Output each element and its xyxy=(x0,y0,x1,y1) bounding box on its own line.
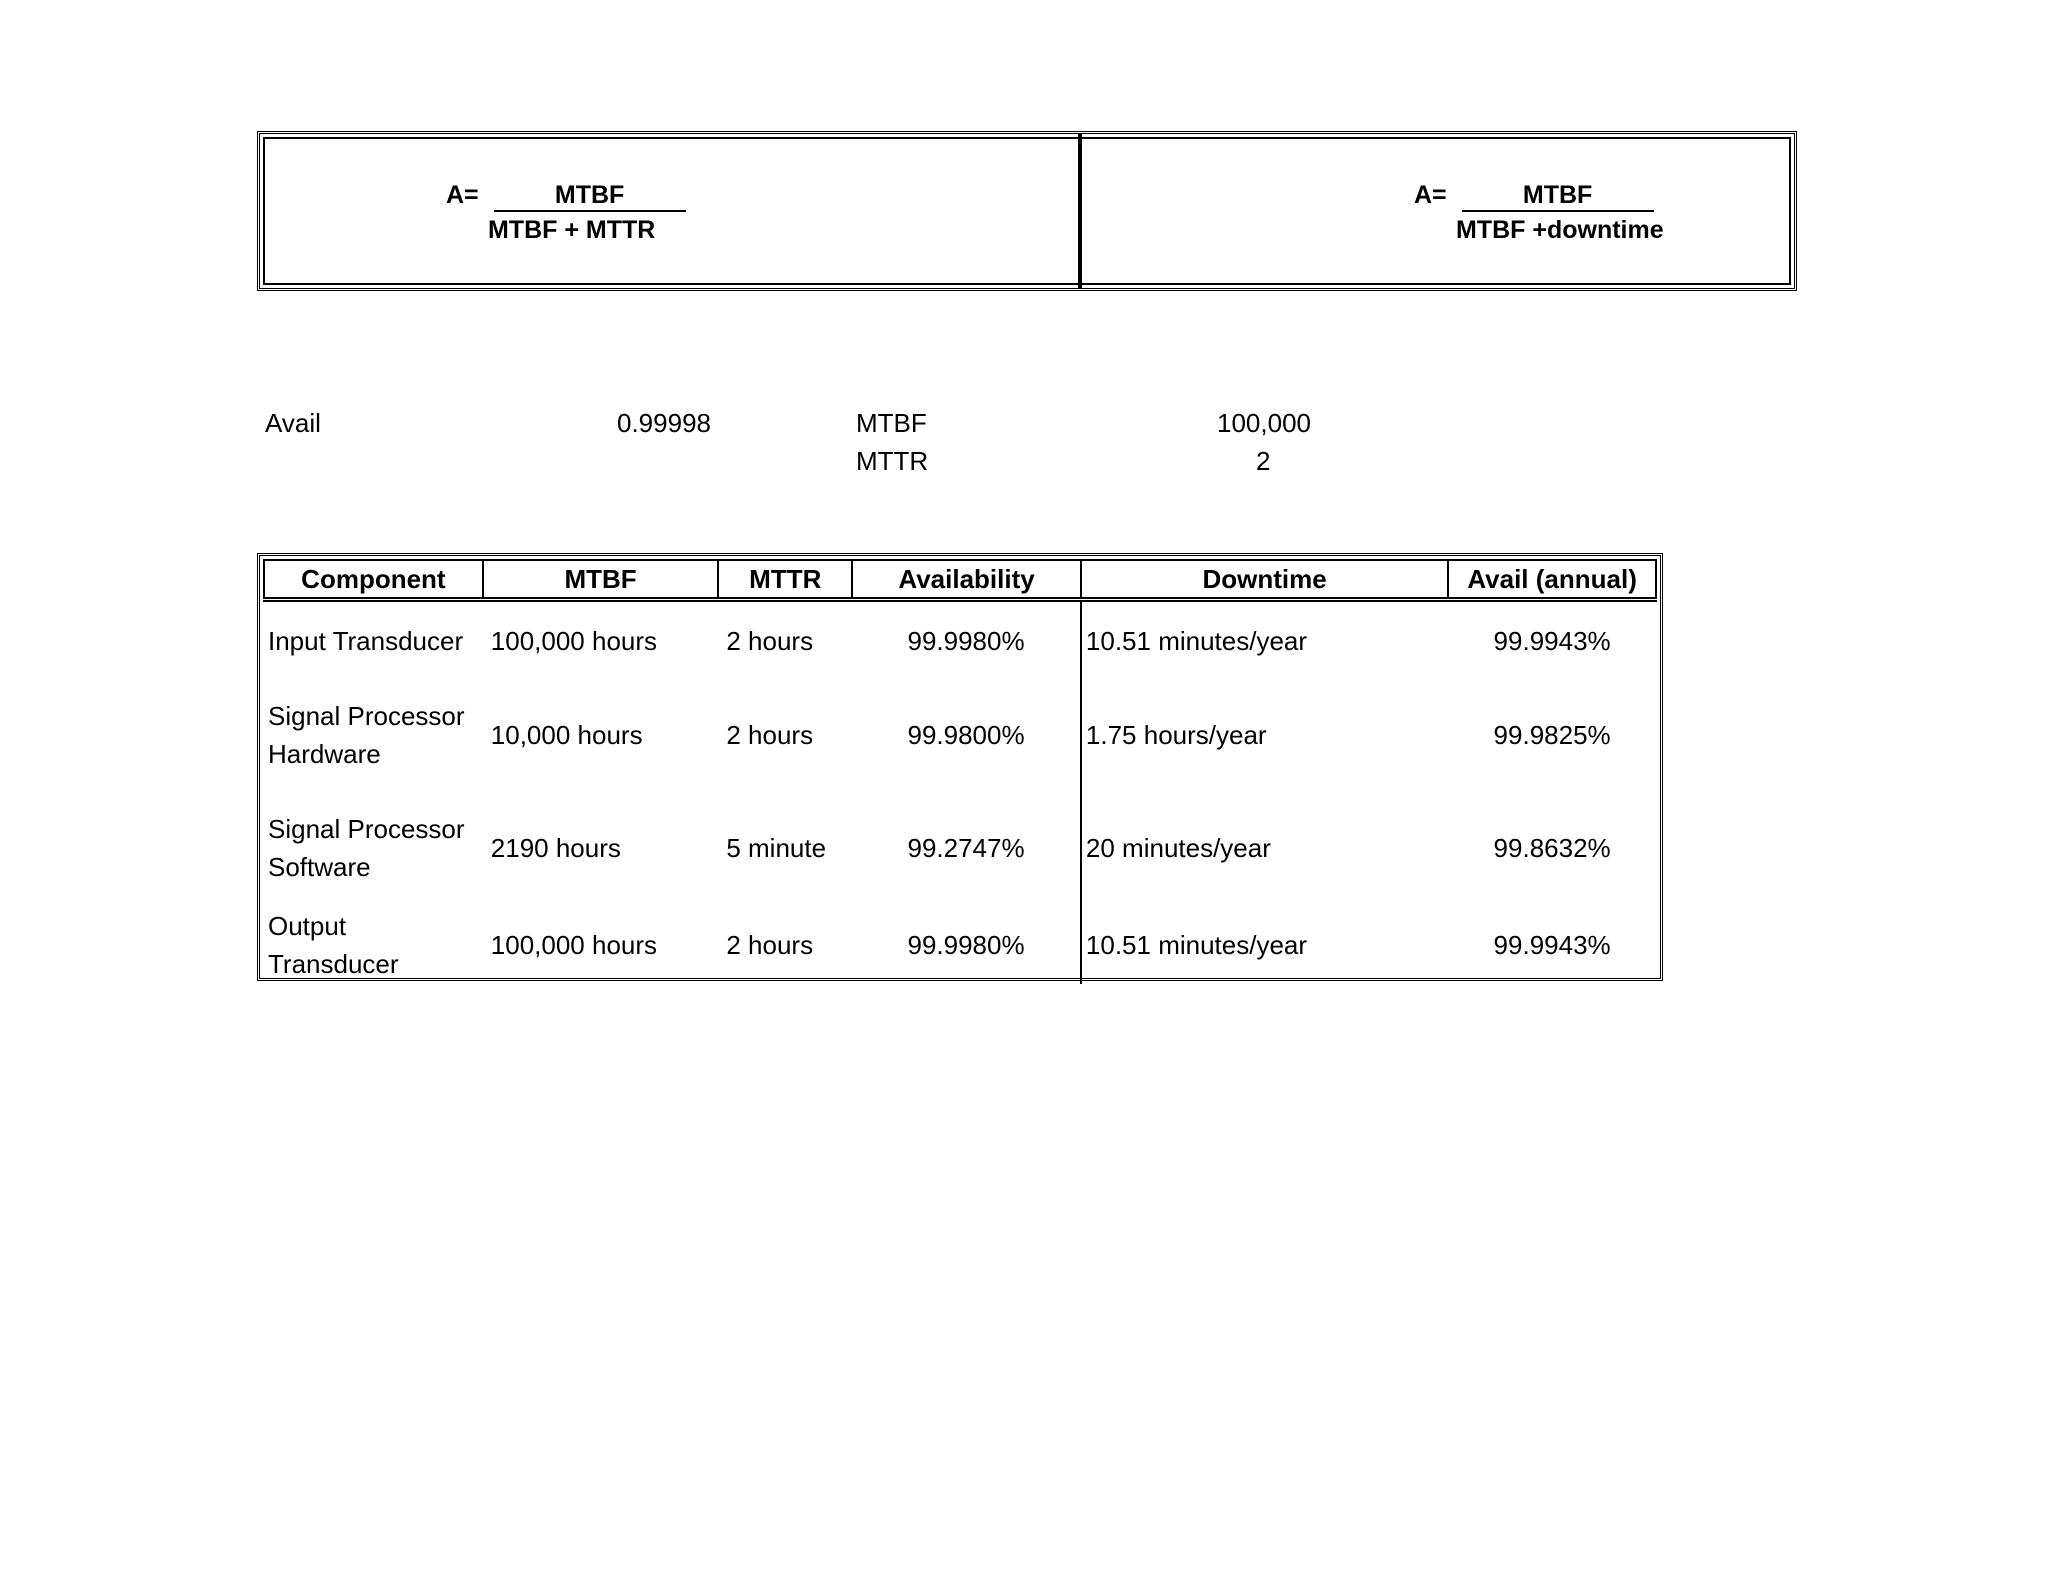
mtbf-label: MTBF xyxy=(856,408,927,438)
column-header-mtbf: MTBF xyxy=(483,560,719,600)
formula-box xyxy=(257,131,1797,291)
column-header-mttr: MTTR xyxy=(718,560,852,600)
formula-prefix: A= xyxy=(446,181,479,209)
cell-mtbf: 10,000 hours xyxy=(490,720,643,750)
cell-mtbf: 2190 hours xyxy=(490,833,621,863)
formula-divider xyxy=(1078,134,1082,288)
cell-downtime: 10.51 minutes/year xyxy=(1085,626,1308,656)
cell-downtime: 20 minutes/year xyxy=(1085,833,1271,863)
cell-component xyxy=(264,600,483,681)
component-name-line: Input Transducer xyxy=(268,626,464,656)
formula-downtime-denominator: MTBF +downtime xyxy=(1456,216,1664,244)
component-name-line: Signal Processor xyxy=(268,701,465,731)
table-row xyxy=(264,790,1656,906)
column-header-availability: Availability xyxy=(852,560,1081,600)
table-row xyxy=(264,680,1656,790)
cell-mttr: 2 hours xyxy=(726,930,814,960)
table-row xyxy=(264,600,1656,681)
cell-mttr: 2 hours xyxy=(726,626,814,656)
component-name-line: Transducer xyxy=(268,949,399,979)
component-name-line: Software xyxy=(268,852,371,882)
cell-mtbf: 100,000 hours xyxy=(490,626,658,656)
table-row xyxy=(264,906,1656,984)
cell-avail-annual: 99.9825% xyxy=(1493,720,1611,750)
component-table xyxy=(257,553,1663,981)
cell-downtime: 1.75 hours/year xyxy=(1085,720,1267,750)
column-header-avail-annual: Avail (annual) xyxy=(1448,560,1656,600)
component-name-line: Hardware xyxy=(268,739,381,769)
cell-mttr: 2 hours xyxy=(726,720,814,750)
cell-mttr: 5 minute xyxy=(726,833,827,863)
cell-component xyxy=(264,906,483,984)
formula-numerator: MTBF xyxy=(1462,180,1654,212)
cell-avail-annual: 99.8632% xyxy=(1493,833,1611,863)
cell-availability: 99.2747% xyxy=(852,790,1081,906)
cell-component xyxy=(264,680,483,790)
formula-mttr xyxy=(446,176,686,214)
table-header-row xyxy=(264,560,1656,600)
column-header-downtime: Downtime xyxy=(1081,560,1448,600)
avail-label: Avail xyxy=(265,408,321,438)
formula-numerator: MTBF xyxy=(494,180,686,212)
cell-avail-annual: 99.9943% xyxy=(1493,626,1611,656)
component-name-line: Output xyxy=(268,911,347,941)
cell-downtime: 10.51 minutes/year xyxy=(1085,930,1308,960)
formula-downtime xyxy=(1414,176,1654,214)
cell-availability: 99.9980% xyxy=(852,906,1081,984)
mttr-label: MTTR xyxy=(856,446,929,476)
cell-availability: 99.9980% xyxy=(852,600,1081,681)
formula-prefix: A= xyxy=(1414,181,1447,209)
mtbf-value: 100,000 xyxy=(1217,408,1311,438)
avail-value: 0.99998 xyxy=(617,408,711,438)
mttr-value: 2 xyxy=(1256,446,1271,476)
formula-mttr-denominator: MTBF + MTTR xyxy=(488,216,656,244)
component-name-line: Signal Processor xyxy=(268,814,465,844)
cell-component xyxy=(264,790,483,906)
cell-availability: 99.9800% xyxy=(852,680,1081,790)
component-table-grid xyxy=(263,559,1657,984)
cell-avail-annual: 99.9943% xyxy=(1493,930,1611,960)
cell-mtbf: 100,000 hours xyxy=(490,930,658,960)
column-header-component: Component xyxy=(264,560,483,600)
